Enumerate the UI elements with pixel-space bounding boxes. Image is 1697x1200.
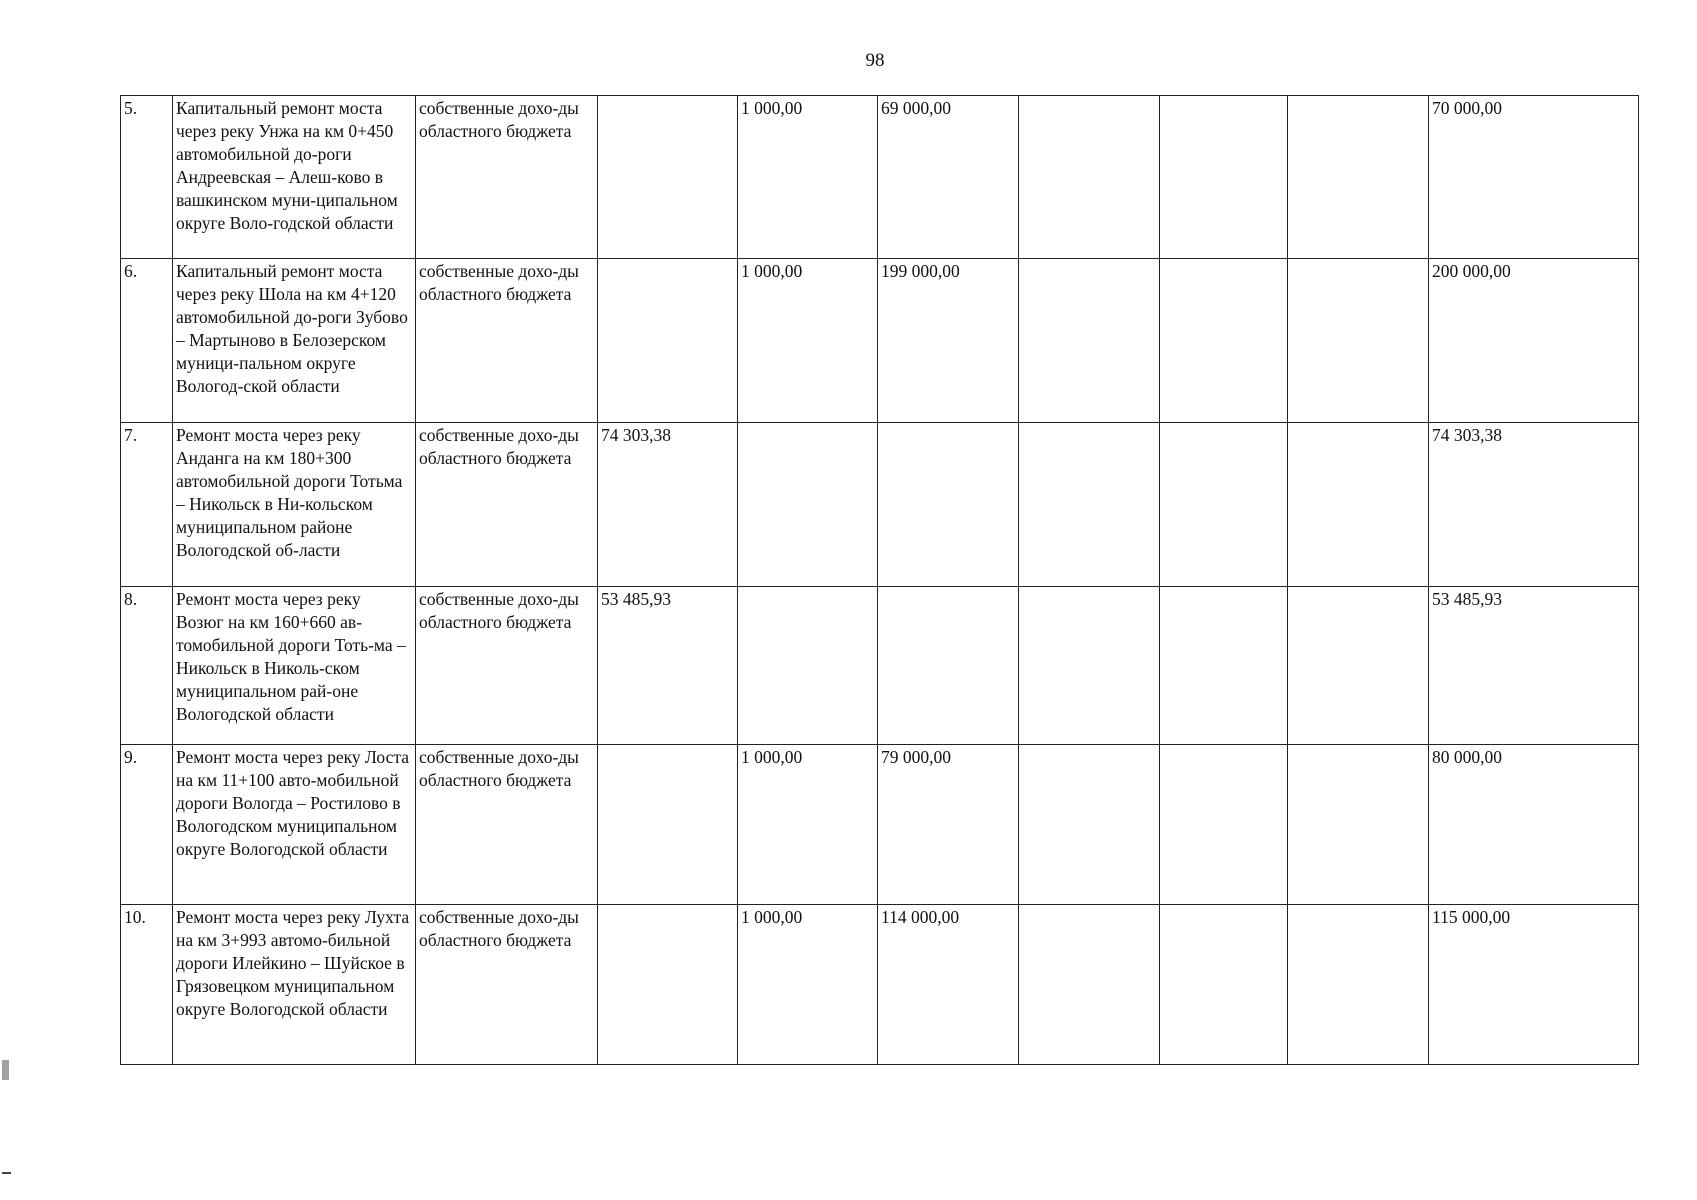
table-row <box>121 259 1639 423</box>
value-col-8 <box>1288 905 1429 1065</box>
row-number: 10. <box>121 905 173 1065</box>
scan-artifact <box>2 1060 9 1080</box>
total-value: 74 303,38 <box>1429 423 1639 587</box>
value-col-3 <box>598 905 738 1065</box>
value-col-7 <box>1160 423 1288 587</box>
object-name: Капитальный ремонт моста через реку Унжа на км 0+450 автомобильной до-роги Андреевская – Алеш-ково в вашкинском муни-ципальном округе Воло-годской области <box>173 96 416 259</box>
value-col-6 <box>1019 745 1160 905</box>
object-name: Ремонт моста через реку Анданга на км 180+300 автомобильной дороги Тотьма – Никольск в Ни-кольском муниципальном районе Вологодской об-ласти <box>173 423 416 587</box>
table-row <box>121 96 1639 259</box>
funding-source: собственные дохо-ды областного бюджета <box>416 423 598 587</box>
table-row <box>121 587 1639 745</box>
row-number: 9. <box>121 745 173 905</box>
total-value: 70 000,00 <box>1429 96 1639 259</box>
value-col-8 <box>1288 96 1429 259</box>
value-col-3: 74 303,38 <box>598 423 738 587</box>
value-col-3: 53 485,93 <box>598 587 738 745</box>
value-col-5: 69 000,00 <box>878 96 1019 259</box>
total-value: 80 000,00 <box>1429 745 1639 905</box>
table-row <box>121 745 1639 905</box>
value-col-6 <box>1019 96 1160 259</box>
value-col-5: 79 000,00 <box>878 745 1019 905</box>
value-col-8 <box>1288 423 1429 587</box>
total-value: 53 485,93 <box>1429 587 1639 745</box>
budget-table <box>120 95 1639 1065</box>
page-number: 98 <box>865 50 885 71</box>
value-col-8 <box>1288 587 1429 745</box>
value-col-4: 1 000,00 <box>738 96 878 259</box>
value-col-7 <box>1160 259 1288 423</box>
scan-artifact <box>2 1172 11 1174</box>
value-col-4 <box>738 587 878 745</box>
funding-source: собственные дохо-ды областного бюджета <box>416 96 598 259</box>
row-number: 5. <box>121 96 173 259</box>
value-col-3 <box>598 745 738 905</box>
value-col-5: 114 000,00 <box>878 905 1019 1065</box>
funding-source: собственные дохо-ды областного бюджета <box>416 905 598 1065</box>
value-col-6 <box>1019 587 1160 745</box>
funding-source: собственные дохо-ды областного бюджета <box>416 745 598 905</box>
value-col-5: 199 000,00 <box>878 259 1019 423</box>
row-number: 6. <box>121 259 173 423</box>
object-name: Капитальный ремонт моста через реку Шола на км 4+120 автомобильной до-роги Зубово – Мартыново в Белозерском муници-пальном округе Вологод-ской области <box>173 259 416 423</box>
value-col-3 <box>598 259 738 423</box>
value-col-5 <box>878 587 1019 745</box>
value-col-4: 1 000,00 <box>738 745 878 905</box>
value-col-7 <box>1160 96 1288 259</box>
object-name: Ремонт моста через реку Возюг на км 160+660 ав-томобильной дороги Тоть-ма – Никольск в Николь-ском муниципальном рай-оне Вологодской области <box>173 587 416 745</box>
total-value: 200 000,00 <box>1429 259 1639 423</box>
value-col-6 <box>1019 423 1160 587</box>
value-col-6 <box>1019 905 1160 1065</box>
value-col-8 <box>1288 745 1429 905</box>
total-value: 115 000,00 <box>1429 905 1639 1065</box>
value-col-7 <box>1160 587 1288 745</box>
value-col-5 <box>878 423 1019 587</box>
value-col-4 <box>738 423 878 587</box>
value-col-6 <box>1019 259 1160 423</box>
value-col-8 <box>1288 259 1429 423</box>
funding-source: собственные дохо-ды областного бюджета <box>416 259 598 423</box>
value-col-7 <box>1160 905 1288 1065</box>
funding-source: собственные дохо-ды областного бюджета <box>416 587 598 745</box>
value-col-3 <box>598 96 738 259</box>
object-name: Ремонт моста через реку Лоста на км 11+100 авто-мобильной дороги Вологда – Ростилово в Вологодском муниципальном округе Вологодской области <box>173 745 416 905</box>
row-number: 8. <box>121 587 173 745</box>
value-col-7 <box>1160 745 1288 905</box>
table-row <box>121 905 1639 1065</box>
value-col-4: 1 000,00 <box>738 259 878 423</box>
table-row <box>121 423 1639 587</box>
row-number: 7. <box>121 423 173 587</box>
object-name: Ремонт моста через реку Лухта на км 3+993 автомо-бильной дороги Илейкино – Шуйское в Грязовецком муниципальном округе Вологодской области <box>173 905 416 1065</box>
value-col-4: 1 000,00 <box>738 905 878 1065</box>
